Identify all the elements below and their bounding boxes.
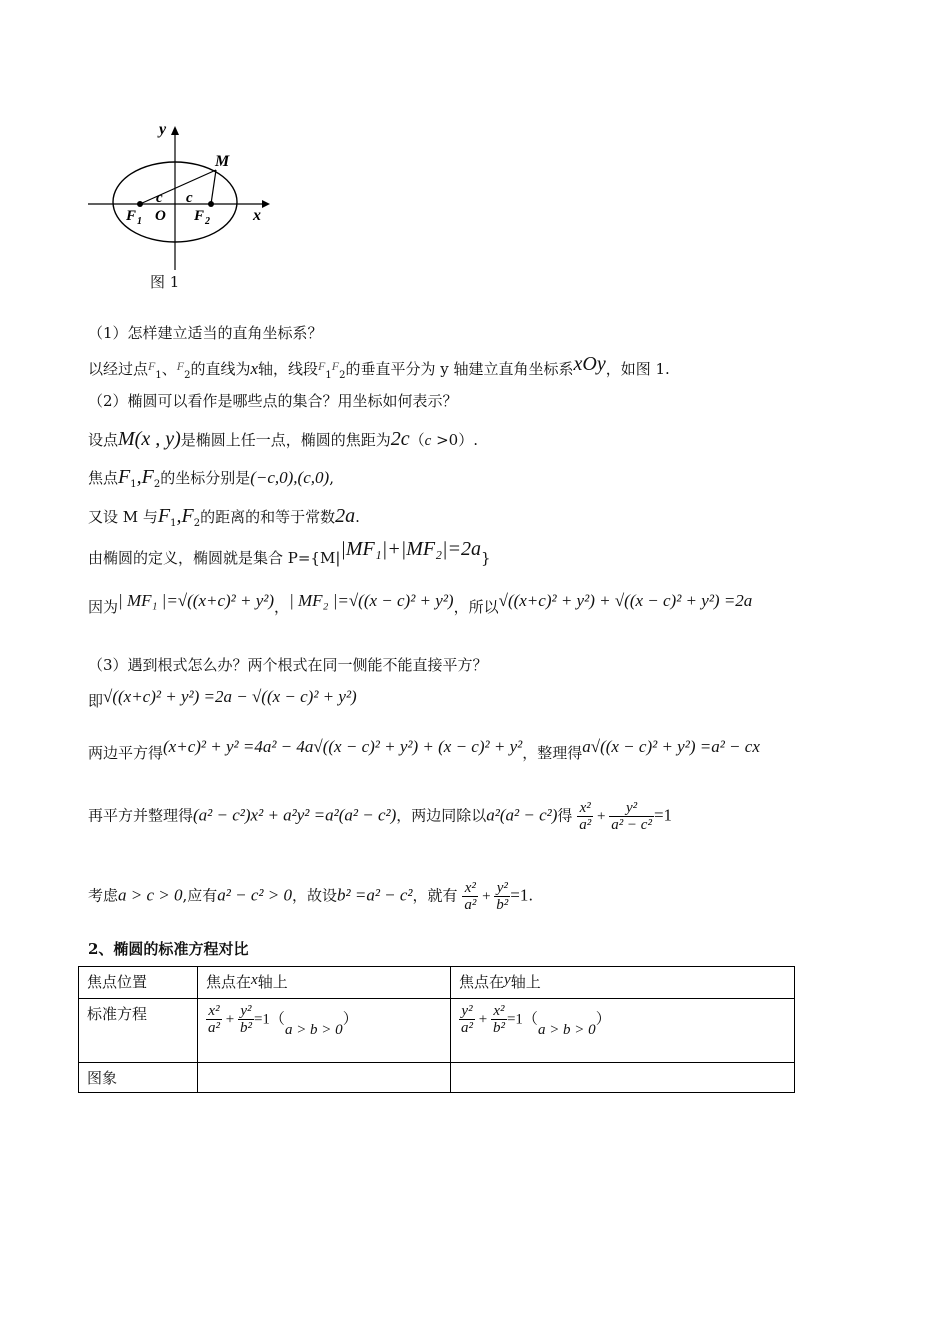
row-graph: 图象 bbox=[79, 1063, 198, 1093]
q3-line3: 再平方并整理得(a² − c²)x² + a²y² =a²(a² − c²)，两边同除以a²(a² − c²)得 $\frac{\text{x²}}{\text{a²}}$ + $\frac{\text{y²}}{\text{a² − c²}}$ =1 bbox=[88, 800, 673, 833]
q2-line5: 因为| MF₁ |=√((x+c)² + y²)，| MF₂ |=√((x − c)² + y²)，所以√((x+c)² + y²) + √((x − c)² + y²) =2a bbox=[88, 591, 753, 616]
cell-x-equation: $\frac{\text{x²}}{\text{a²}}$ + $\frac{\text{y²}}{\text{b²}}$ =1（a > b > 0） bbox=[198, 999, 451, 1063]
q2-line3: 又设 M 与$F_1,F_2$的距离的和等于常数2a. bbox=[88, 505, 360, 529]
section-2-title: 2、椭圆的标准方程对比 bbox=[88, 940, 249, 958]
q2-question: （2）椭圆可以看作是哪些点的集合？用坐标如何表示？ bbox=[88, 392, 458, 410]
q3-question: （3）遇到根式怎么办？两个根式在同一侧能不能直接平方？ bbox=[88, 656, 488, 674]
q2-line1: 设点M(x , y)是椭圆上任一点，椭圆的焦距为2c（c >0）. bbox=[88, 428, 478, 450]
q3-line4: 考虑a > c > 0,应有a² − c² > 0，故设b² =a² − c²，就有 $\frac{\text{x²}}{\text{a²}}$ + $\frac{\text{y²}}{\text{b²}}$ =1. bbox=[88, 880, 534, 913]
f2-sub-label: 2 bbox=[205, 216, 210, 227]
figure-caption: 图 1 bbox=[150, 273, 180, 291]
header-focus-position: 焦点位置 bbox=[79, 967, 198, 999]
header-x-axis: 焦点在x轴上 bbox=[198, 967, 451, 999]
cell-y-graph bbox=[451, 1063, 795, 1093]
cell-x-graph bbox=[198, 1063, 451, 1093]
q3-line2: 两边平方得(x+c)² + y² =4a² − 4a√((x − c)² + y²) + (x − c)² + y²，整理得a√((x − c)² + y²) =a² − cx bbox=[88, 737, 760, 762]
q3-line1: 即√((x+c)² + y²) =2a − √((x − c)² + y²) bbox=[88, 687, 357, 710]
table-row bbox=[79, 999, 795, 1063]
ellipse-figure bbox=[80, 118, 280, 278]
header-y-axis: 焦点在y轴上 bbox=[451, 967, 795, 999]
origin-label: O bbox=[155, 208, 166, 224]
comparison-table bbox=[78, 966, 795, 1093]
table-row bbox=[79, 1063, 795, 1093]
c-label-right: c bbox=[186, 190, 193, 206]
x-axis-label: x bbox=[253, 207, 261, 224]
f1-label: F bbox=[126, 208, 137, 224]
f2-label: F bbox=[194, 208, 205, 224]
row-standard-equation: 标准方程 bbox=[79, 999, 198, 1063]
point-m-label: M bbox=[215, 153, 230, 170]
q1-answer: 以经过点$^F_1$、$^F_2$的直线为x轴，线段$^F_1^F_2$的垂直平分为 y 轴建立直角坐标系xOy，如图 1. bbox=[88, 353, 670, 381]
table-row bbox=[79, 967, 795, 999]
q1-question: （1）怎样建立适当的直角坐标系？ bbox=[88, 324, 323, 342]
q2-line2: 焦点$F_1,F_2$的坐标分别是(−c,0),(c,0), bbox=[88, 466, 334, 490]
c-label-left: c bbox=[156, 190, 163, 206]
f1-sub-label: 1 bbox=[137, 216, 142, 227]
y-axis-label: y bbox=[159, 121, 167, 138]
cell-y-equation: $\frac{\text{y²}}{\text{a²}}$ + $\frac{\text{x²}}{\text{b²}}$ =1（a > b > 0） bbox=[451, 999, 795, 1063]
q2-line4: 由椭圆的定义，椭圆就是集合 P={M||MF₁|+|MF₂|=2a} bbox=[88, 538, 491, 567]
